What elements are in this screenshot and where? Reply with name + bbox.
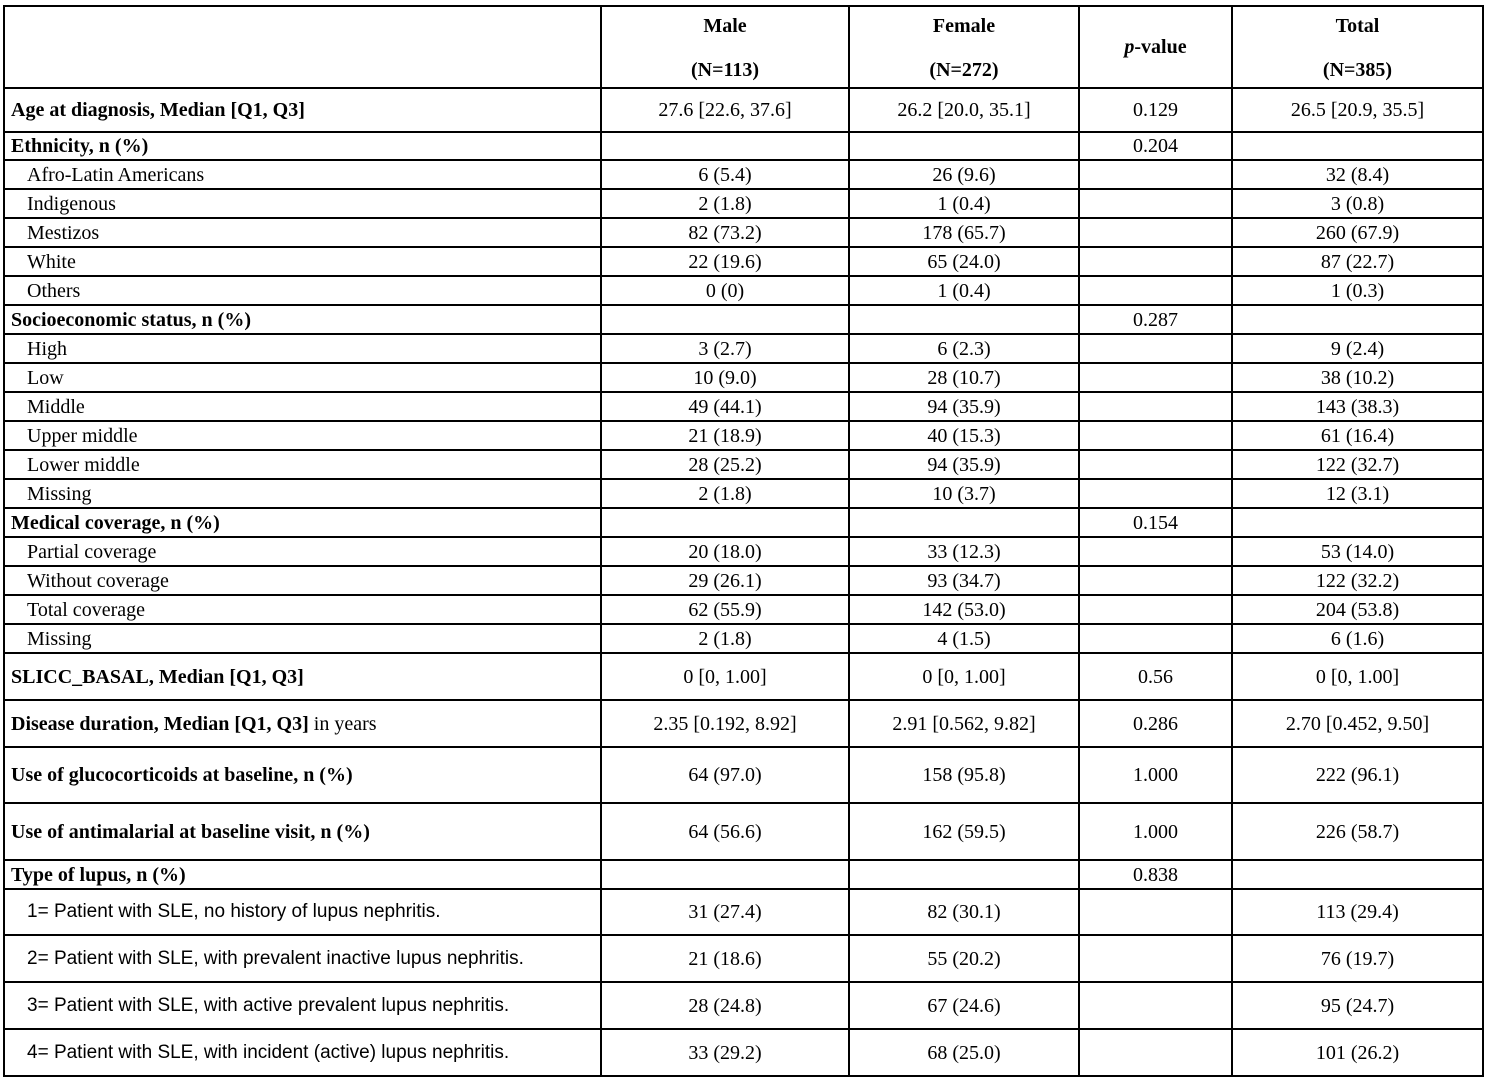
- cell-female: 2.91 [0.562, 9.82]: [849, 700, 1079, 747]
- cell-female: 162 (59.5): [849, 803, 1079, 860]
- row-label-text: Partial coverage: [27, 540, 157, 563]
- cell-total: 204 (53.8): [1232, 595, 1483, 624]
- cell-female: [849, 132, 1079, 160]
- cell-female: 93 (34.7): [849, 566, 1079, 595]
- row-label: [4, 803, 601, 860]
- cell-p: [1079, 479, 1232, 508]
- row-label: [4, 160, 601, 189]
- cell-total: 0 [0, 1.00]: [1232, 653, 1483, 700]
- cell-female: 4 (1.5): [849, 624, 1079, 653]
- row-label-text: Mestizos: [27, 221, 100, 244]
- cell-male: 3 (2.7): [601, 334, 849, 363]
- cell-male: 21 (18.6): [601, 935, 849, 982]
- cell-p: [1079, 247, 1232, 276]
- row-label: [4, 935, 601, 982]
- cell-female: 94 (35.9): [849, 392, 1079, 421]
- table-row: [4, 1029, 1483, 1076]
- pvalue-italic: p: [1124, 36, 1135, 58]
- cell-male: 49 (44.1): [601, 392, 849, 421]
- cell-total: 61 (16.4): [1232, 421, 1483, 450]
- header-label-cell: [4, 6, 601, 88]
- row-label-text: Middle: [27, 395, 85, 418]
- cell-female: 0 [0, 1.00]: [849, 653, 1079, 700]
- row-label-text: 3= Patient with SLE, with active prevalent lupus nephritis.: [27, 994, 510, 1016]
- cell-male: 10 (9.0): [601, 363, 849, 392]
- cell-total: 95 (24.7): [1232, 982, 1483, 1029]
- table-row: [4, 479, 1483, 508]
- cell-female: [849, 508, 1079, 537]
- row-label-text: Low: [27, 366, 64, 389]
- row-label: [4, 276, 601, 305]
- cell-p: 0.56: [1079, 653, 1232, 700]
- cell-total: 226 (58.7): [1232, 803, 1483, 860]
- row-label: [4, 132, 601, 160]
- row-label-text: Indigenous: [27, 192, 116, 215]
- row-label: [4, 566, 601, 595]
- cell-total: 113 (29.4): [1232, 889, 1483, 935]
- total-label: Total: [1335, 15, 1380, 37]
- row-label-text: 1= Patient with SLE, no history of lupus nephritis.: [27, 901, 441, 922]
- table-row: [4, 508, 1483, 537]
- row-label-text: Type of lupus, n (%): [11, 863, 186, 886]
- row-label-text: 4= Patient with SLE, with incident (active) lupus nephritis.: [27, 1041, 510, 1063]
- table-row: [4, 218, 1483, 247]
- cell-total: 101 (26.2): [1232, 1029, 1483, 1076]
- cell-p: [1079, 566, 1232, 595]
- cell-p: [1079, 624, 1232, 653]
- cell-p: 1.000: [1079, 747, 1232, 803]
- cell-p: [1079, 537, 1232, 566]
- table-row: [4, 247, 1483, 276]
- cell-female: 33 (12.3): [849, 537, 1079, 566]
- row-label-text: Upper middle: [27, 424, 138, 447]
- table-row: [4, 305, 1483, 334]
- table-row: [4, 363, 1483, 392]
- table-row: [4, 803, 1483, 860]
- cell-female: 158 (95.8): [849, 747, 1079, 803]
- cell-male: [601, 305, 849, 334]
- cell-female: 178 (65.7): [849, 218, 1079, 247]
- cell-total: 2.70 [0.452, 9.50]: [1232, 700, 1483, 747]
- row-label-text: SLICC_BASAL, Median [Q1, Q3]: [11, 665, 304, 688]
- row-label-text: Medical coverage, n (%): [11, 511, 220, 534]
- cell-male: 27.6 [22.6, 37.6]: [601, 88, 849, 132]
- cell-p: 0.129: [1079, 88, 1232, 132]
- header-total: [1232, 6, 1483, 88]
- cell-male: 28 (24.8): [601, 982, 849, 1029]
- row-label-text: Lower middle: [27, 453, 140, 476]
- cell-total: 12 (3.1): [1232, 479, 1483, 508]
- table-row: [4, 276, 1483, 305]
- cell-female: 55 (20.2): [849, 935, 1079, 982]
- table-row: [4, 189, 1483, 218]
- table-row: [4, 421, 1483, 450]
- table-row: [4, 982, 1483, 1029]
- cell-total: 9 (2.4): [1232, 334, 1483, 363]
- baseline-characteristics-table: [3, 5, 1484, 1077]
- row-label-text: 2= Patient with SLE, with prevalent inactive lupus nephritis.: [27, 947, 524, 969]
- cell-male: 2.35 [0.192, 8.92]: [601, 700, 849, 747]
- row-label: [4, 653, 601, 700]
- row-label-text: Without coverage: [27, 569, 169, 592]
- cell-total: 122 (32.2): [1232, 566, 1483, 595]
- cell-female: 10 (3.7): [849, 479, 1079, 508]
- cell-p: [1079, 982, 1232, 1029]
- cell-male: 20 (18.0): [601, 537, 849, 566]
- cell-p: [1079, 889, 1232, 935]
- row-label: [4, 700, 601, 747]
- cell-female: 26.2 [20.0, 35.1]: [849, 88, 1079, 132]
- row-label-text: Total coverage: [27, 598, 145, 621]
- table-row: [4, 334, 1483, 363]
- cell-male: 0 [0, 1.00]: [601, 653, 849, 700]
- header-pvalue: [1079, 6, 1232, 88]
- cell-p: [1079, 276, 1232, 305]
- cell-female: [849, 305, 1079, 334]
- table-row: [4, 700, 1483, 747]
- cell-male: 64 (56.6): [601, 803, 849, 860]
- cell-male: 62 (55.9): [601, 595, 849, 624]
- row-label: [4, 537, 601, 566]
- row-label: [4, 479, 601, 508]
- row-label: [4, 508, 601, 537]
- row-label: [4, 218, 601, 247]
- cell-p: [1079, 935, 1232, 982]
- cell-female: 1 (0.4): [849, 276, 1079, 305]
- pvalue-rest: -value: [1134, 36, 1187, 58]
- row-label: [4, 595, 601, 624]
- row-label: [4, 392, 601, 421]
- row-label-text: Use of glucocorticoids at baseline, n (%): [11, 764, 353, 786]
- cell-female: 82 (30.1): [849, 889, 1079, 935]
- male-label: Male: [703, 15, 747, 37]
- row-label: [4, 747, 601, 803]
- cell-female: 40 (15.3): [849, 421, 1079, 450]
- cell-male: 82 (73.2): [601, 218, 849, 247]
- cell-male: [601, 132, 849, 160]
- total-n: (N=385): [1322, 59, 1393, 81]
- male-n: (N=113): [690, 59, 760, 81]
- row-label-suffix: in years: [308, 712, 377, 735]
- cell-female: 68 (25.0): [849, 1029, 1079, 1076]
- row-label: [4, 421, 601, 450]
- cell-male: 28 (25.2): [601, 450, 849, 479]
- header-row: [4, 6, 1483, 88]
- table-row: [4, 935, 1483, 982]
- cell-total: 26.5 [20.9, 35.5]: [1232, 88, 1483, 132]
- row-label-text: Missing: [27, 482, 92, 505]
- cell-total: 76 (19.7): [1232, 935, 1483, 982]
- row-label-text: Afro-Latin Americans: [27, 163, 205, 186]
- cell-female: 6 (2.3): [849, 334, 1079, 363]
- cell-male: 2 (1.8): [601, 189, 849, 218]
- header-female: [849, 6, 1079, 88]
- table-row: [4, 653, 1483, 700]
- cell-female: 26 (9.6): [849, 160, 1079, 189]
- cell-male: 2 (1.8): [601, 479, 849, 508]
- cell-p: 1.000: [1079, 803, 1232, 860]
- header-male: [601, 6, 849, 88]
- row-label: [4, 334, 601, 363]
- cell-male: 64 (97.0): [601, 747, 849, 803]
- cell-p: [1079, 450, 1232, 479]
- row-label: [4, 450, 601, 479]
- cell-female: 28 (10.7): [849, 363, 1079, 392]
- cell-total: 32 (8.4): [1232, 160, 1483, 189]
- table-row: [4, 450, 1483, 479]
- cell-female: 67 (24.6): [849, 982, 1079, 1029]
- row-label: [4, 889, 601, 935]
- row-label: [4, 363, 601, 392]
- cell-female: [849, 860, 1079, 889]
- row-label: [4, 189, 601, 218]
- cell-total: 38 (10.2): [1232, 363, 1483, 392]
- table-row: [4, 747, 1483, 803]
- row-label-text: Age at diagnosis, Median [Q1, Q3]: [11, 99, 305, 121]
- row-label-text: Disease duration, Median [Q1, Q3]: [11, 712, 309, 735]
- row-label: [4, 982, 601, 1029]
- cell-p: [1079, 218, 1232, 247]
- row-label-text: White: [27, 250, 76, 273]
- cell-total: [1232, 305, 1483, 334]
- cell-total: 6 (1.6): [1232, 624, 1483, 653]
- row-label-text: Ethnicity, n (%): [11, 135, 149, 157]
- cell-p: 0.287: [1079, 305, 1232, 334]
- row-label: [4, 624, 601, 653]
- row-label: [4, 860, 601, 889]
- row-label-text: Others: [27, 279, 81, 302]
- cell-p: [1079, 1029, 1232, 1076]
- table-row: [4, 88, 1483, 132]
- cell-male: [601, 860, 849, 889]
- cell-total: 260 (67.9): [1232, 218, 1483, 247]
- row-label: [4, 88, 601, 132]
- cell-female: 1 (0.4): [849, 189, 1079, 218]
- cell-total: [1232, 860, 1483, 889]
- row-label: [4, 305, 601, 334]
- cell-male: 2 (1.8): [601, 624, 849, 653]
- cell-p: [1079, 392, 1232, 421]
- table-row: [4, 566, 1483, 595]
- cell-total: [1232, 508, 1483, 537]
- cell-p: 0.286: [1079, 700, 1232, 747]
- table-row: [4, 624, 1483, 653]
- female-label: Female: [932, 15, 996, 37]
- table-row: [4, 860, 1483, 889]
- row-label: [4, 247, 601, 276]
- cell-total: 222 (96.1): [1232, 747, 1483, 803]
- cell-total: 122 (32.7): [1232, 450, 1483, 479]
- table-row: [4, 537, 1483, 566]
- cell-female: 94 (35.9): [849, 450, 1079, 479]
- cell-male: 0 (0): [601, 276, 849, 305]
- cell-p: 0.154: [1079, 508, 1232, 537]
- cell-p: [1079, 363, 1232, 392]
- cell-total: 3 (0.8): [1232, 189, 1483, 218]
- cell-female: 142 (53.0): [849, 595, 1079, 624]
- row-label-text: High: [27, 337, 67, 360]
- table-row: [4, 160, 1483, 189]
- cell-female: 65 (24.0): [849, 247, 1079, 276]
- cell-total: 143 (38.3): [1232, 392, 1483, 421]
- cell-male: 22 (19.6): [601, 247, 849, 276]
- row-label-text: Socioeconomic status, n (%): [11, 308, 251, 331]
- cell-total: 87 (22.7): [1232, 247, 1483, 276]
- row-label: [4, 1029, 601, 1076]
- cell-male: 31 (27.4): [601, 889, 849, 935]
- table-row: [4, 392, 1483, 421]
- cell-p: [1079, 421, 1232, 450]
- cell-male: [601, 508, 849, 537]
- cell-male: 21 (18.9): [601, 421, 849, 450]
- cell-total: [1232, 132, 1483, 160]
- table-row: [4, 889, 1483, 935]
- cell-p: [1079, 189, 1232, 218]
- cell-total: 53 (14.0): [1232, 537, 1483, 566]
- row-label-text: Use of antimalarial at baseline visit, n (%): [11, 820, 370, 843]
- table-body: [4, 88, 1483, 1076]
- cell-male: 6 (5.4): [601, 160, 849, 189]
- cell-total: 1 (0.3): [1232, 276, 1483, 305]
- cell-male: 29 (26.1): [601, 566, 849, 595]
- cell-male: 33 (29.2): [601, 1029, 849, 1076]
- table-row: [4, 132, 1483, 160]
- table-row: [4, 595, 1483, 624]
- cell-p: [1079, 334, 1232, 363]
- row-label-text: Missing: [27, 627, 92, 650]
- cell-p: [1079, 595, 1232, 624]
- female-n: (N=272): [929, 59, 999, 81]
- cell-p: 0.838: [1079, 860, 1232, 889]
- cell-p: 0.204: [1079, 132, 1232, 160]
- cell-p: [1079, 160, 1232, 189]
